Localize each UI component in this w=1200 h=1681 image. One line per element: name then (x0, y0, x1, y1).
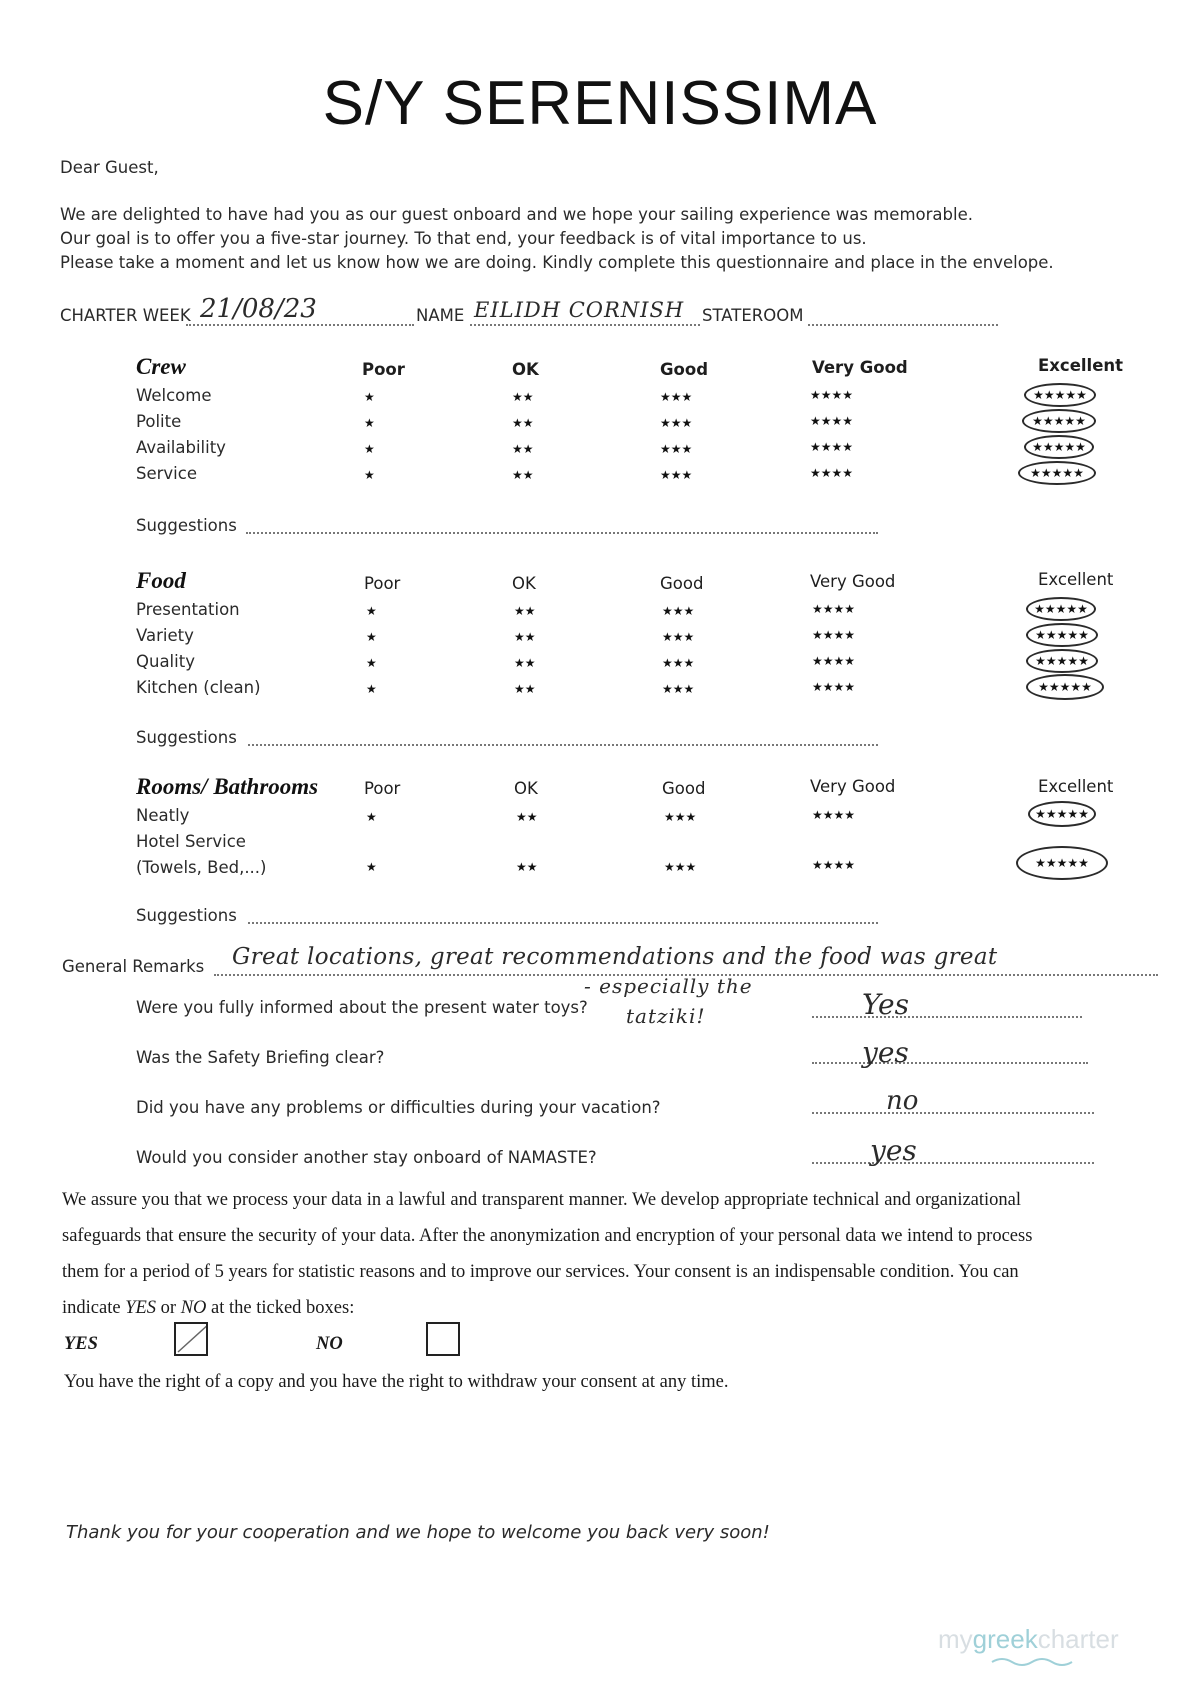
stateroom-label: STATEROOM (702, 306, 804, 325)
rating-good[interactable]: ★★★ (660, 416, 693, 430)
rating-very-good[interactable]: ★★★★ (812, 858, 856, 872)
rating-ok[interactable]: ★★ (516, 860, 538, 874)
general-remarks-label: General Remarks (62, 957, 205, 976)
rating-ok[interactable]: ★★ (514, 656, 536, 670)
rating-excellent-circled[interactable]: ★★★★★ (1022, 409, 1096, 433)
col-ok: OK (512, 574, 536, 593)
rating-ok[interactable]: ★★ (512, 416, 534, 430)
rating-poor[interactable]: ★ (364, 390, 375, 404)
rating-ok[interactable]: ★★ (512, 390, 534, 404)
suggestions-field (248, 922, 878, 924)
row-label-detail: (Towels, Bed,...) (136, 858, 267, 877)
rating-ok[interactable]: ★★ (514, 682, 536, 696)
rating-excellent-circled[interactable]: ★★★★★ (1024, 435, 1094, 459)
col-excellent: Excellent (1038, 570, 1114, 589)
rating-poor[interactable]: ★ (366, 810, 377, 824)
rating-poor[interactable]: ★ (364, 468, 375, 482)
privacy-rights: You have the right of a copy and you have the right to withdraw your consent at any time. (64, 1372, 729, 1392)
rating-excellent-circled[interactable]: ★★★★★ (1026, 597, 1096, 621)
watermark-logo: mygreekcharter (938, 1624, 1119, 1654)
col-very-good: Very Good (810, 572, 896, 591)
consent-yes-checkbox[interactable] (174, 1322, 208, 1356)
rating-very-good[interactable]: ★★★★ (812, 808, 856, 822)
rating-excellent-circled[interactable]: ★★★★★ (1028, 801, 1096, 827)
charter-week-label: CHARTER WEEK (60, 306, 191, 325)
col-very-good: Very Good (812, 358, 908, 377)
rating-poor[interactable]: ★ (366, 630, 377, 644)
rating-excellent-circled[interactable]: ★★★★★ (1026, 649, 1098, 673)
rating-very-good[interactable]: ★★★★ (810, 388, 854, 402)
rating-good[interactable]: ★★★ (662, 604, 695, 618)
row-label: Kitchen (clean) (136, 678, 261, 697)
col-ok: OK (514, 779, 538, 798)
rating-very-good[interactable]: ★★★★ (812, 654, 856, 668)
privacy-line-2: safeguards that ensure the security of your data. After the anonymization and encryption of your personal data we intend to process (62, 1226, 1033, 1246)
col-poor: Poor (362, 360, 405, 379)
question-text: Did you have any problems or difficulties during your vacation? (136, 1098, 661, 1117)
intro-line-1: We are delighted to have had you as our guest onboard and we hope your sailing experience was memorable. (60, 205, 973, 224)
rating-ok[interactable]: ★★ (512, 468, 534, 482)
document-title: S/Y SERENISSIMA (322, 69, 878, 138)
thanks-note: Thank you for your cooperation and we hope to welcome you back very soon! (66, 1522, 770, 1543)
col-poor: Poor (364, 779, 401, 798)
rating-poor[interactable]: ★ (366, 860, 377, 874)
suggestions-label: Suggestions (136, 906, 237, 925)
question-answer[interactable]: no (886, 1086, 919, 1116)
rating-very-good[interactable]: ★★★★ (810, 466, 854, 480)
question-answer[interactable]: yes (870, 1134, 917, 1167)
rating-ok[interactable]: ★★ (514, 604, 536, 618)
rating-good[interactable]: ★★★ (664, 860, 697, 874)
question-answer[interactable]: Yes (862, 988, 909, 1021)
row-label: Availability (136, 438, 226, 457)
name-label: NAME (416, 306, 465, 325)
row-label: Welcome (136, 386, 212, 405)
row-label: Hotel Service (136, 832, 246, 851)
rating-good[interactable]: ★★★ (662, 630, 695, 644)
rating-ok[interactable]: ★★ (514, 630, 536, 644)
consent-no-checkbox[interactable] (426, 1322, 460, 1356)
question-text: Were you fully informed about the present water toys? (136, 998, 588, 1017)
question-text: Would you consider another stay onboard of NAMASTE? (136, 1148, 597, 1167)
consent-yes-label: YES (64, 1334, 98, 1354)
rating-good[interactable]: ★★★ (662, 656, 695, 670)
rating-good[interactable]: ★★★ (660, 468, 693, 482)
rating-good[interactable]: ★★★ (660, 390, 693, 404)
rating-poor[interactable]: ★ (364, 416, 375, 430)
rating-ok[interactable]: ★★ (512, 442, 534, 456)
rating-excellent-circled[interactable]: ★★★★★ (1026, 674, 1104, 700)
row-label: Polite (136, 412, 182, 431)
rating-excellent-circled[interactable]: ★★★★★ (1016, 846, 1108, 880)
privacy-line-3: them for a period of 5 years for statistic reasons and to improve our services. Your consent is an indispensable condition. You can (62, 1262, 1019, 1282)
question-text: Was the Safety Briefing clear? (136, 1048, 385, 1067)
rating-excellent-circled[interactable]: ★★★★★ (1024, 383, 1096, 407)
row-label: Service (136, 464, 197, 483)
rating-poor[interactable]: ★ (366, 682, 377, 696)
consent-no-label: NO (316, 1334, 343, 1354)
suggestions-label: Suggestions (136, 728, 237, 747)
name-value[interactable]: EILIDH CORNISH (474, 298, 685, 322)
col-good: Good (660, 360, 709, 379)
rating-excellent-circled[interactable]: ★★★★★ (1018, 461, 1096, 485)
col-ok: OK (512, 360, 539, 379)
col-good: Good (662, 779, 706, 798)
row-label: Quality (136, 652, 195, 671)
charter-week-value[interactable]: 21/08/23 (200, 294, 317, 324)
col-good: Good (660, 574, 704, 593)
intro-line-3: Please take a moment and let us know how we are doing. Kindly complete this questionnaire and place in the envelope. (60, 253, 1054, 272)
rating-poor[interactable]: ★ (364, 442, 375, 456)
row-label: Presentation (136, 600, 240, 619)
rating-poor[interactable]: ★ (366, 604, 377, 618)
col-excellent: Excellent (1038, 356, 1124, 375)
rating-excellent-circled[interactable]: ★★★★★ (1026, 623, 1098, 647)
rating-very-good[interactable]: ★★★★ (812, 602, 856, 616)
privacy-line-1: We assure you that we process your data in a lawful and transparent manner. We develop appropriate technical and organizational (62, 1190, 1022, 1210)
suggestions-label: Suggestions (136, 516, 237, 535)
general-remarks-continued[interactable]: - especially the (584, 974, 753, 998)
section-title-rooms: Rooms/ Bathrooms (136, 774, 319, 799)
check-mark-icon (176, 1324, 206, 1354)
greeting: Dear Guest, (60, 158, 159, 177)
rating-poor[interactable]: ★ (366, 656, 377, 670)
section-title-food: Food (136, 568, 186, 593)
stateroom-field (808, 324, 998, 326)
rating-very-good[interactable]: ★★★★ (810, 440, 854, 454)
suggestions-field (248, 744, 878, 746)
rating-very-good[interactable]: ★★★★ (810, 414, 854, 428)
rating-ok[interactable]: ★★ (516, 810, 538, 824)
privacy-line-4: indicate YES or NO at the ticked boxes: (62, 1298, 355, 1318)
rating-very-good[interactable]: ★★★★ (812, 628, 856, 642)
question-answer[interactable]: yes (862, 1036, 909, 1069)
wave-icon (990, 1656, 1080, 1668)
suggestions-field (246, 532, 878, 534)
intro-line-2: Our goal is to offer you a five-star journey. To that end, your feedback is of vital importance to us. (60, 229, 867, 248)
rating-good[interactable]: ★★★ (662, 682, 695, 696)
rating-good[interactable]: ★★★ (664, 810, 697, 824)
row-label: Neatly (136, 806, 190, 825)
general-remarks-value[interactable]: Great locations, great recommendations and the food was great (232, 944, 998, 970)
general-remarks-continued-2[interactable]: tatziki! (626, 1004, 706, 1028)
col-excellent: Excellent (1038, 777, 1114, 796)
col-poor: Poor (364, 574, 401, 593)
col-very-good: Very Good (810, 777, 896, 796)
row-label: Variety (136, 626, 194, 645)
rating-very-good[interactable]: ★★★★ (812, 680, 856, 694)
rating-good[interactable]: ★★★ (660, 442, 693, 456)
section-title-crew: Crew (136, 354, 186, 379)
